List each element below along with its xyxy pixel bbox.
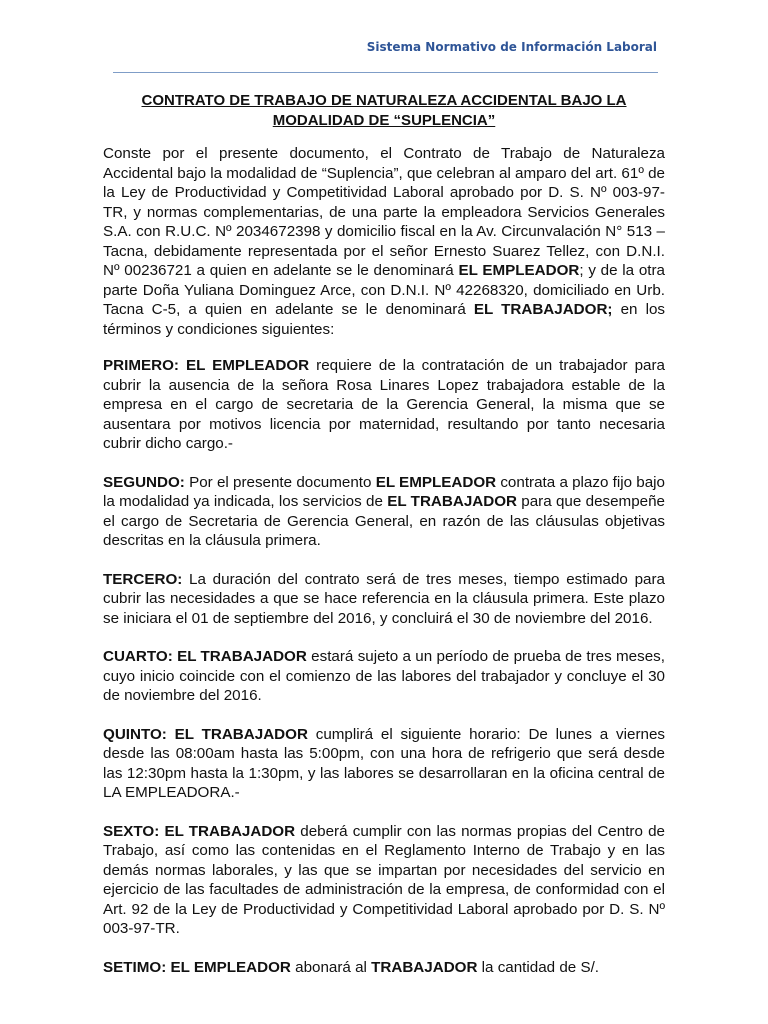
- clause-segundo-text-1: Por el presente documento: [184, 473, 376, 491]
- clause-segundo-label: SEGUNDO:: [103, 473, 185, 491]
- clause-quinto-text: cumplirá el siguiente horario: De lunes a viernes desde las 08:00am hasta las 5:00pm, con una hora de refrigerio que será desde las 12:30pm hasta la 1:30pm, y las labores se desarrollaran en la oficina central de LA EMPLEADORA.-: [103, 725, 665, 801]
- clause-segundo-text-2: contrata a plazo fijo bajo la modalidad ya indicada, los servicios de: [103, 473, 666, 510]
- clause-setimo: [103, 958, 665, 978]
- intro-paragraph: [103, 144, 665, 339]
- clause-segundo-employer: EL EMPLEADOR: [375, 473, 497, 491]
- title-line-1: CONTRATO DE TRABAJO DE NATURALEZA ACCIDENTAL BAJO LA: [141, 92, 627, 109]
- document-title: [103, 91, 665, 131]
- clause-setimo-label: SETIMO:: [103, 958, 167, 976]
- intro-text-3: en los términos y condiciones siguientes:: [103, 301, 665, 338]
- clause-setimo-employer: EL EMPLEADOR: [170, 958, 291, 976]
- clause-primero-employer: EL EMPLEADOR: [185, 357, 310, 374]
- clause-quinto-worker: EL TRABAJADOR: [174, 725, 308, 743]
- clause-quinto: [103, 725, 665, 803]
- clause-cuarto-label: CUARTO:: [103, 648, 173, 665]
- clause-tercero-text: La duración del contrato será de tres meses, tiempo estimado para cubrir las necesidades a que se hace referencia en la cláusula primera. Este plazo se iniciara el 01 de septiembre del 2016, y concluirá el 30 de noviembre del 2016.: [103, 570, 665, 627]
- clause-setimo-worker: TRABAJADOR: [371, 958, 478, 976]
- clause-sexto-worker: EL TRABAJADOR: [164, 822, 296, 840]
- clause-primero-label: PRIMERO:: [103, 357, 179, 374]
- intro-worker: EL TRABAJADOR;: [473, 301, 613, 318]
- intro-employer: EL EMPLEADOR: [458, 262, 580, 279]
- clause-sexto: [103, 822, 665, 939]
- clause-segundo-text-3: para que desempeñe el cargo de Secretaria de Gerencia General, en razón de las cláusulas objetivas descritas en la cláusula primera.: [103, 493, 665, 549]
- clause-segundo: [103, 473, 665, 551]
- clause-sexto-text: deberá cumplir con las normas propias del Centro de Trabajo, así como las contenidas en el Reglamento Interno de Trabajo y en las demás normas laborales, y las que se impartan por necesidades del servicio en ejercicio de las facultades de administración de la empresa, de conformidad con el Art. 92 de la Ley de Productividad y Competitividad Laboral aprobado por D. S. Nº 003-97-TR.: [103, 822, 665, 937]
- clause-primero: [103, 356, 665, 454]
- clause-cuarto-worker: EL TRABAJADOR: [177, 648, 307, 665]
- header-divider: [113, 72, 658, 73]
- clause-cuarto-text: estará sujeto a un período de prueba de tres meses, cuyo inicio coincide con el comienzo de las labores del trabajador y concluye el 30 de noviembre del 2016.: [103, 648, 665, 704]
- clause-tercero: [103, 570, 665, 629]
- intro-text-1: Conste por el presente documento, el Contrato de Trabajo de Naturaleza Accidental bajo la modalidad de “Suplencia”, que celebran al amparo del art. 61º de la Ley de Productividad y Competitividad Laboral aprobado por D. S. Nº 003-97-TR, y normas complementarias, de una parte la empleadora Servicios Generales S.A. con R.U.C. Nº 2034672398 y domicilio fiscal en la Av. Circunvalación N° 513 – Tacna, debidamente representada por el señor Ernesto Suarez Tellez, con D.N.I. Nº 00236721 a quien en adelante se le denominará: [103, 145, 665, 279]
- clause-tercero-label: TERCERO:: [103, 570, 183, 588]
- clause-setimo-text-2: la cantidad de S/.: [477, 958, 600, 976]
- clause-segundo-worker: EL TRABAJADOR: [387, 493, 517, 510]
- clause-quinto-label: QUINTO:: [103, 725, 167, 743]
- clause-setimo-text-1: abonará al: [290, 958, 372, 976]
- document-body: [103, 144, 665, 996]
- clause-cuarto: [103, 647, 665, 706]
- page-header: Sistema Normativo de Información Laboral: [366, 40, 657, 54]
- intro-text-2: ; y de la otra parte Doña Yuliana Dominguez Arce, con D.N.I. Nº 42268320, domiciliado en Urb. Tacna C-5, a quien en adelante se le denominará: [103, 262, 665, 318]
- clause-primero-text: requiere de la contratación de un trabajador para cubrir la ausencia de la señora Rosa Linares Lopez trabajadora estable de la empresa en el cargo de secretaria de la Gerencia General, la misma que se ausentara por motivos licencia por maternidad, resultando por tanto necesaria cubrir dicho cargo.-: [103, 357, 665, 452]
- clause-sexto-label: SEXTO:: [103, 822, 160, 840]
- title-line-2: MODALIDAD DE “SUPLENCIA”: [272, 112, 496, 129]
